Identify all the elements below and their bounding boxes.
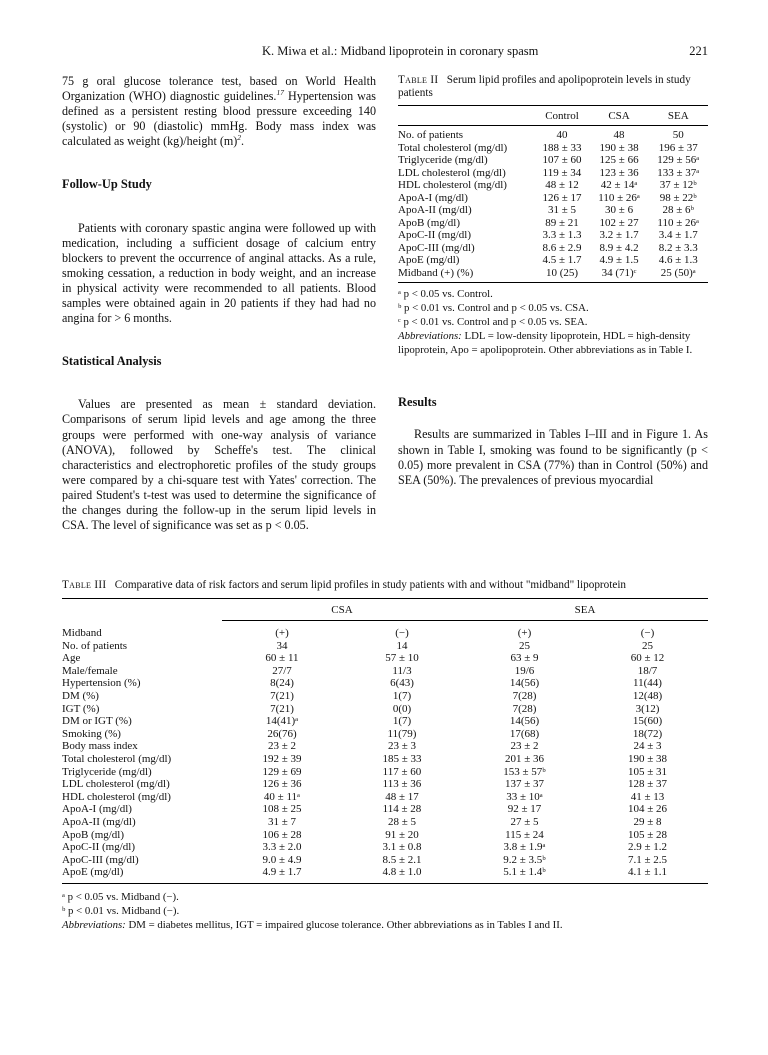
table-cell: 34 bbox=[276, 639, 288, 652]
stats-paragraph: Values are presented as mean ± standard deviation. Comparisons of serum lipid levels and age among the three groups were performed with one-way analysis of variance (ANOVA), followed by Scheffe's test. The clinical characteristics and electrophoretic profiles of the study groups were compared by a chi-square test with Yates' correction. The paired Student's t-test was used to determine the significance of the changes during the follow-up in the serum lipid levels in CSA. The level of significance was set as p < 0.05. bbox=[62, 397, 376, 533]
table-cell: 119 ± 34 bbox=[542, 166, 582, 179]
table-cell: 23 ± 3 bbox=[387, 740, 417, 753]
row-label: ApoA-I (mg/dl) bbox=[62, 803, 132, 816]
row-label: Total cholesterol (mg/dl) bbox=[62, 752, 172, 765]
table-cell: 137 ± 37 bbox=[504, 778, 545, 791]
left-column bbox=[62, 74, 376, 533]
table2-footnote-c: ᶜ p < 0.01 vs. Control and p < 0.05 vs. SEA. bbox=[398, 316, 588, 329]
table-cell: 0(0) bbox=[392, 702, 412, 715]
table-cell: 40 bbox=[556, 129, 568, 142]
results-heading: Results bbox=[398, 395, 437, 410]
table-cell: 48 ± 17 bbox=[385, 790, 419, 803]
table3-row bbox=[62, 829, 708, 842]
table3-row bbox=[62, 703, 708, 716]
table2-abbreviations: Abbreviations: LDL = low-density lipoprotein, HDL = high-density lipoprotein, Apo = apolipoprotein. Other abbreviations as in Table I. bbox=[398, 330, 693, 357]
table-cell: 8(24) bbox=[270, 677, 294, 690]
row-label: Midband bbox=[62, 626, 102, 639]
followup-paragraph: Patients with coronary spastic angina were followed up with medication, including a sufficient dosage of calcium entry blockers to prevent the occurrence of anginal attacks. As a rule, smoking cessation, a reduction in body weight, and an increase in physical activity were recommended to all patients. Blood samples were obtained again in 20 patients if they had had no angina for > 6 months. bbox=[62, 220, 376, 326]
table2-footnote-b: ᵇ p < 0.01 vs. Control and p < 0.05 vs. CSA. bbox=[398, 302, 589, 315]
row-label: ApoA-II (mg/dl) bbox=[62, 815, 136, 828]
table-cell: 19/6 bbox=[514, 664, 535, 677]
table-cell: 4.9 ± 1.5 bbox=[599, 254, 639, 267]
table-cell: 91 ± 20 bbox=[385, 828, 419, 841]
table-cell: 9.2 ± 3.5ᵇ bbox=[503, 853, 546, 866]
table-cell: 14 bbox=[396, 639, 408, 652]
row-label: ApoA-II (mg/dl) bbox=[398, 204, 472, 217]
table-cell: 50 bbox=[672, 129, 684, 142]
table-cell: 2.9 ± 1.2 bbox=[627, 841, 668, 854]
table3 bbox=[62, 598, 708, 883]
table2-body bbox=[398, 126, 708, 283]
table-cell: 125 ± 66 bbox=[599, 154, 639, 167]
table-cell: 3.4 ± 1.7 bbox=[658, 229, 698, 242]
table-cell: 113 ± 36 bbox=[382, 778, 422, 791]
table-cell: 102 ± 27 bbox=[599, 216, 639, 229]
table-cell: 3.3 ± 1.3 bbox=[542, 229, 582, 242]
table-cell: 106 ± 28 bbox=[262, 828, 302, 841]
table3-row bbox=[62, 803, 708, 816]
table-cell: 11(44) bbox=[633, 677, 662, 690]
table-cell: 34 (71)ᶜ bbox=[590, 267, 649, 283]
table-cell: 4.6 ± 1.3 bbox=[658, 254, 698, 267]
row-label: ApoC-III (mg/dl) bbox=[62, 853, 139, 866]
table-cell: 7(28) bbox=[512, 702, 537, 715]
table3-block bbox=[62, 579, 708, 932]
table-cell: 196 ± 37 bbox=[658, 141, 698, 154]
table2-col-control: Control bbox=[534, 105, 589, 126]
table-cell: 31 ± 5 bbox=[547, 204, 577, 217]
table-cell: 185 ± 33 bbox=[382, 752, 422, 765]
row-label: Triglyceride (mg/dl) bbox=[398, 154, 488, 167]
table3-label: Table III bbox=[62, 579, 107, 591]
table-cell: 153 ± 57ᵇ bbox=[503, 765, 546, 778]
right-column bbox=[398, 74, 708, 488]
reference-superscript: 17 bbox=[276, 88, 284, 98]
table2-caption bbox=[398, 74, 708, 101]
table-cell: 190 ± 38 bbox=[599, 141, 639, 154]
table-cell: 8.5 ± 2.1 bbox=[382, 853, 422, 866]
table-cell: 11(79) bbox=[387, 727, 417, 740]
table-cell: 63 ± 9 bbox=[510, 652, 539, 665]
row-label: ApoC-II (mg/dl) bbox=[62, 841, 136, 854]
row-label: LDL cholesterol (mg/dl) bbox=[398, 166, 506, 179]
table-cell: 123 ± 36 bbox=[599, 166, 639, 179]
table-cell: 7(21) bbox=[270, 689, 294, 702]
row-label: Smoking (%) bbox=[62, 727, 121, 740]
table-cell: 24 ± 3 bbox=[633, 740, 662, 753]
table-cell: 37 ± 12ᵇ bbox=[659, 179, 697, 192]
table2-caption-text: Serum lipid profiles and apolipoprotein levels in study patients bbox=[398, 74, 691, 100]
table-cell: 4.9 ± 1.7 bbox=[222, 866, 342, 883]
table-cell: (+) bbox=[275, 627, 289, 639]
table-cell: 108 ± 25 bbox=[262, 803, 302, 816]
table3-caption-text: Comparative data of risk factors and serum lipid profiles in study patients with and without "midband" lipoprotein bbox=[114, 579, 627, 591]
row-label: Midband (+) (%) bbox=[398, 267, 534, 283]
table-cell: 92 ± 17 bbox=[507, 803, 542, 816]
table-cell: 129 ± 56ᵃ bbox=[657, 154, 700, 167]
table-cell: 31 ± 7 bbox=[267, 815, 297, 828]
table-cell: 18(72) bbox=[632, 727, 663, 740]
row-label: ApoC-III (mg/dl) bbox=[398, 241, 475, 254]
squared-superscript: 2 bbox=[237, 133, 242, 143]
table-cell: 14(56) bbox=[509, 677, 540, 690]
table3-group-sea: SEA bbox=[462, 599, 708, 621]
row-label: ApoE (mg/dl) bbox=[398, 254, 460, 267]
row-label: ApoA-I (mg/dl) bbox=[398, 191, 468, 204]
table2-row bbox=[398, 167, 708, 180]
table2-row bbox=[398, 142, 708, 155]
table-cell: 60 ± 12 bbox=[630, 652, 665, 665]
page-number: 221 bbox=[689, 44, 708, 58]
table-cell: 105 ± 31 bbox=[627, 765, 668, 778]
table3-group-row bbox=[62, 599, 708, 621]
row-label: LDL cholesterol (mg/dl) bbox=[62, 778, 170, 791]
table-cell: 17(68) bbox=[509, 727, 540, 740]
table-cell: 89 ± 21 bbox=[545, 216, 579, 229]
results-section bbox=[398, 395, 708, 487]
table-cell: 40 ± 11ᵃ bbox=[263, 790, 301, 803]
table2-col-sea: SEA bbox=[649, 105, 709, 126]
table-cell: 3.3 ± 2.0 bbox=[262, 841, 302, 854]
table-cell: 25 bbox=[642, 639, 653, 652]
table-cell: (+) bbox=[517, 627, 532, 639]
table3-row bbox=[62, 690, 708, 703]
row-label: Male/female bbox=[62, 664, 118, 677]
methods-paragraph: 75 g oral glucose tolerance test, based on World Health Organization (WHO) diagnostic guidelines.$^{17}$ Hypertension was defined as a persistent resting blood pressure exceeding 140 (systolic) or 90 (diastolic) mmHg. Body mass index was calculated as weight (kg)/height $(m)^2$. bbox=[62, 74, 376, 149]
row-label: Triglyceride (mg/dl) bbox=[62, 765, 152, 778]
table-cell: 11/3 bbox=[392, 664, 412, 677]
table-cell: 110 ± 26ᵃ bbox=[598, 191, 640, 204]
row-label: Hypertension (%) bbox=[62, 677, 141, 690]
table-cell: 9.0 ± 4.9 bbox=[262, 853, 302, 866]
table-cell: 28 ± 6ᵇ bbox=[662, 204, 694, 217]
table-cell: (−) bbox=[395, 627, 409, 639]
table3-footnotes bbox=[62, 890, 708, 932]
row-label: IGT (%) bbox=[62, 702, 100, 715]
stats-heading: Statistical Analysis bbox=[62, 354, 162, 369]
table-cell: 25 (50)ᵃ bbox=[649, 267, 709, 283]
table-cell: 33 ± 10ᵃ bbox=[506, 790, 543, 803]
table2-row bbox=[398, 154, 708, 167]
followup-heading: Follow-Up Study bbox=[62, 177, 152, 192]
table3-row bbox=[62, 753, 708, 766]
table2-row bbox=[398, 229, 708, 242]
table-cell: 8.2 ± 3.3 bbox=[658, 241, 698, 254]
table3-row bbox=[62, 640, 708, 653]
table-cell: 30 ± 6 bbox=[605, 204, 634, 217]
table-cell: 5.1 ± 1.4ᵇ bbox=[462, 866, 587, 883]
table2-row bbox=[398, 179, 708, 192]
row-label: Body mass index bbox=[62, 740, 138, 753]
row-label: No. of patients bbox=[398, 129, 464, 142]
table-cell: 26(76) bbox=[267, 727, 297, 740]
table-cell: 126 ± 17 bbox=[542, 191, 582, 204]
table-cell: 110 ± 26ᵃ bbox=[657, 216, 700, 229]
table-cell: 115 ± 24 bbox=[505, 828, 544, 841]
row-label: No. of patients bbox=[62, 639, 128, 652]
table3-row bbox=[62, 841, 708, 854]
table-cell: 60 ± 11 bbox=[265, 652, 299, 665]
table3-row bbox=[62, 816, 708, 829]
table2 bbox=[398, 105, 708, 284]
running-title: K. Miwa et al.: Midband lipoprotein in coronary spasm bbox=[262, 44, 539, 58]
table2-row bbox=[398, 204, 708, 217]
table3-row bbox=[62, 715, 708, 728]
table-cell: 23 ± 2 bbox=[510, 740, 539, 753]
row-label: DM (%) bbox=[62, 689, 99, 702]
table3-abbreviations: Abbreviations: DM = diabetes mellitus, IGT = impaired glucose tolerance. Other abbreviations as in Tables I and II. bbox=[62, 918, 563, 931]
table-cell: 105 ± 28 bbox=[627, 828, 668, 841]
row-label: HDL cholesterol (mg/dl) bbox=[62, 790, 171, 803]
table-cell: 27/7 bbox=[272, 664, 292, 677]
table2-footnote-a: ᵃ p < 0.05 vs. Control. bbox=[398, 288, 493, 301]
table-cell: 104 ± 26 bbox=[627, 803, 668, 816]
table-cell: 201 ± 36 bbox=[504, 752, 545, 765]
table3-body bbox=[62, 621, 708, 884]
table-cell: 27 ± 5 bbox=[510, 815, 539, 828]
row-label: ApoC-II (mg/dl) bbox=[398, 229, 472, 242]
table-cell: 4.8 ± 1.0 bbox=[342, 866, 462, 883]
row-label: Age bbox=[62, 652, 81, 665]
table-cell: 98 ± 22ᵇ bbox=[659, 191, 697, 204]
table-cell: 3(12) bbox=[635, 702, 660, 715]
table-cell: 7(28) bbox=[512, 689, 537, 702]
table-cell: 48 bbox=[613, 129, 625, 142]
table-cell: 12(48) bbox=[632, 689, 663, 702]
table2-row bbox=[398, 254, 708, 267]
row-label: ApoE (mg/dl) bbox=[62, 866, 222, 883]
table-cell: 57 ± 10 bbox=[385, 652, 419, 665]
table3-row bbox=[62, 728, 708, 741]
table-cell: 28 ± 5 bbox=[387, 815, 417, 828]
table3-row bbox=[62, 621, 708, 640]
table-cell: 14(56) bbox=[509, 715, 540, 728]
table-cell: 23 ± 2 bbox=[267, 740, 297, 753]
table2-row bbox=[398, 242, 708, 255]
table3-footnote-a: ᵃ p < 0.05 vs. Midband (−). bbox=[62, 890, 179, 903]
results-paragraph: Results are summarized in Tables I–III and in Figure 1. As shown in Table I, smoking was found to be significantly (p < 0.05) more prevalent in CSA (77%) than in Control (50%) and SEA (50%). The prevalences of previous myocardial bbox=[398, 427, 708, 487]
table3-row bbox=[62, 791, 708, 804]
table2-row bbox=[398, 267, 708, 283]
table-cell: 4.1 ± 1.1 bbox=[587, 866, 708, 883]
row-label: DM or IGT (%) bbox=[62, 715, 132, 728]
table3-row bbox=[62, 665, 708, 678]
table-cell: 3.2 ± 1.7 bbox=[599, 229, 639, 242]
table2-row bbox=[398, 126, 708, 142]
table2-row bbox=[398, 217, 708, 230]
table3-group-csa: CSA bbox=[222, 599, 462, 621]
table-cell: 1(7) bbox=[392, 715, 412, 728]
row-label: ApoB (mg/dl) bbox=[398, 216, 461, 229]
table-cell: 7.1 ± 2.5 bbox=[627, 853, 668, 866]
table-cell: 42 ± 14ᵃ bbox=[600, 179, 638, 192]
row-label: ApoB (mg/dl) bbox=[62, 828, 125, 841]
table2-header-row bbox=[398, 105, 708, 126]
running-header bbox=[62, 44, 708, 62]
table2-label: Table II bbox=[398, 74, 439, 86]
table-cell: 188 ± 33 bbox=[542, 141, 582, 154]
table-cell: 29 ± 8 bbox=[633, 815, 662, 828]
table-cell: 107 ± 60 bbox=[542, 154, 582, 167]
table-cell: 190 ± 38 bbox=[627, 752, 668, 765]
table-cell: 133 ± 37ᵃ bbox=[657, 166, 700, 179]
table-cell: 25 bbox=[519, 639, 530, 652]
table-cell: 14(41)ᵃ bbox=[265, 715, 299, 728]
table-cell: 7(21) bbox=[270, 702, 294, 715]
table-cell: 10 (25) bbox=[534, 267, 589, 283]
table3-footnote-b: ᵇ p < 0.01 vs. Midband (−). bbox=[62, 904, 180, 917]
table3-row bbox=[62, 740, 708, 753]
row-label: HDL cholesterol (mg/dl) bbox=[398, 179, 507, 192]
table-cell: 3.1 ± 0.8 bbox=[382, 841, 422, 854]
table-cell: 6(43) bbox=[390, 677, 414, 690]
table-cell: (−) bbox=[640, 627, 655, 639]
table3-row bbox=[62, 677, 708, 690]
table-cell: 15(60) bbox=[632, 715, 663, 728]
table-cell: 48 ± 12 bbox=[545, 179, 579, 192]
table-cell: 8.9 ± 4.2 bbox=[599, 241, 639, 254]
table3-row bbox=[62, 854, 708, 867]
table3-row bbox=[62, 866, 708, 883]
table-cell: 4.5 ± 1.7 bbox=[542, 254, 582, 267]
table-cell: 117 ± 60 bbox=[382, 765, 422, 778]
table-cell: 192 ± 39 bbox=[262, 752, 302, 765]
table-cell: 8.6 ± 2.9 bbox=[542, 241, 582, 254]
table-cell: 129 ± 69 bbox=[262, 765, 302, 778]
table3-row bbox=[62, 766, 708, 779]
table2-col-csa: CSA bbox=[590, 105, 649, 126]
table3-row bbox=[62, 778, 708, 791]
table-cell: 18/7 bbox=[637, 664, 658, 677]
row-label: Total cholesterol (mg/dl) bbox=[398, 141, 508, 154]
table2-row bbox=[398, 192, 708, 205]
table3-caption bbox=[62, 579, 708, 592]
table-cell: 128 ± 37 bbox=[627, 778, 668, 791]
table-cell: 114 ± 28 bbox=[382, 803, 422, 816]
table-cell: 3.8 ± 1.9ᵃ bbox=[503, 841, 546, 854]
table2-footnotes bbox=[398, 287, 708, 357]
table-cell: 41 ± 13 bbox=[630, 790, 665, 803]
table3-row bbox=[62, 652, 708, 665]
table-cell: 126 ± 36 bbox=[262, 778, 302, 791]
table-cell: 1(7) bbox=[392, 689, 412, 702]
